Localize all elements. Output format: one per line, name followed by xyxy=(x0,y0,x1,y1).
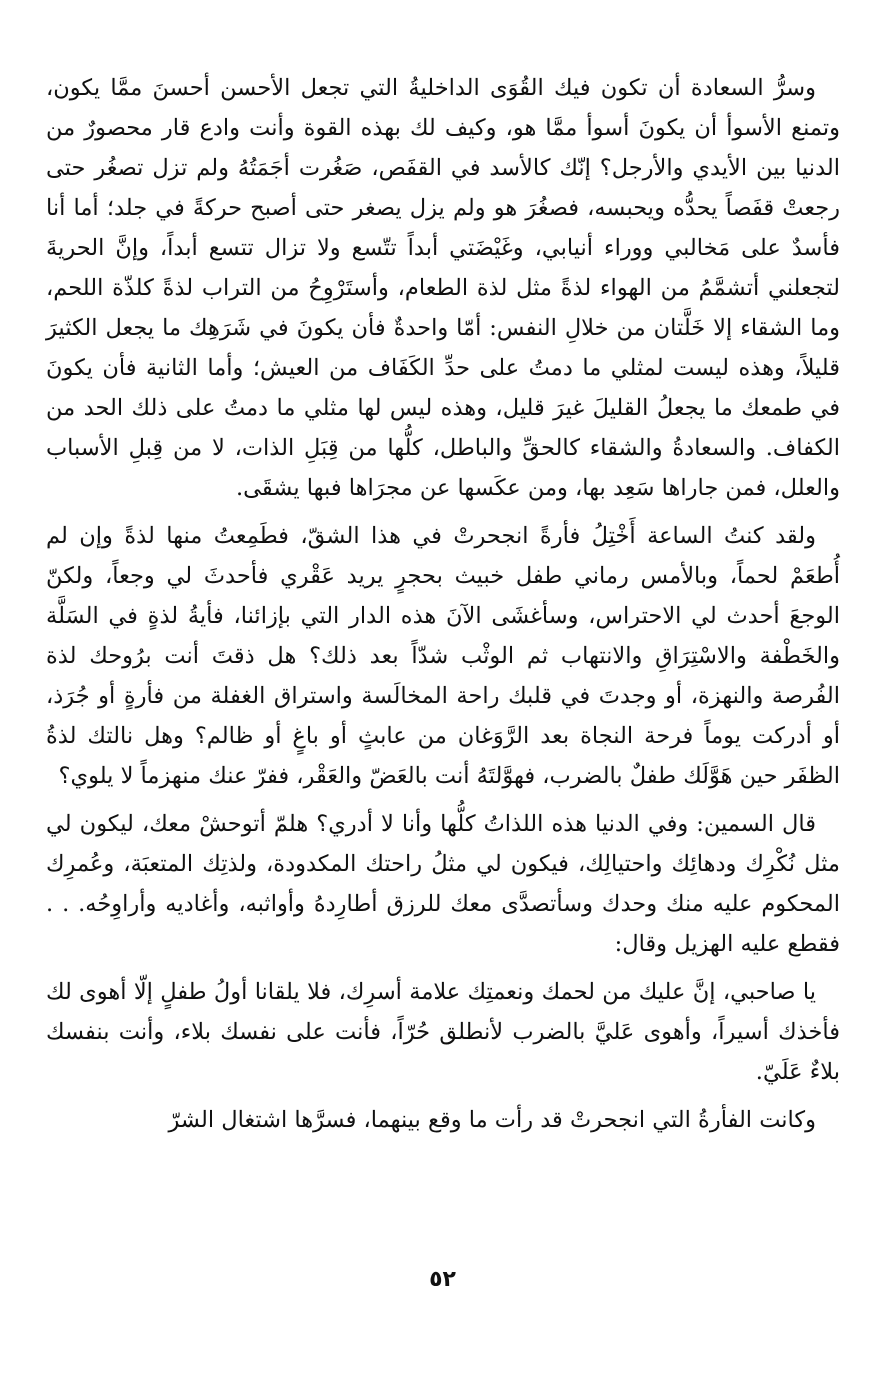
paragraph-3: قال السمين: وفي الدنيا هذه اللذاتُ كلُّها وأنا لا أدري؟ هلمّ أتوحشْ معك، ليكون لي مثل نُكْرِك ودهائِك واحتيالِك، فيكون لي مثلُ راحتك المكدودة، ولذتِك المتعبَة، وعُمرِك المحكوم عليه منك وحدك وسأتصدَّى معك للرزق أطارِدهُ وأواثبه، وأغاديه وأراوِحُه. . . فقطع عليه الهزيل وقال: xyxy=(46,811,840,957)
paragraph-1: وسرُّ السعادة أن تكون فيك القُوَى الداخليةُ التي تجعل الأحسن أحسنَ ممَّا يكون، وتمنع الأسوأ أن يكونَ أسوأ ممَّا هو، وكيف لك بهذه القوة وأنت وادع قار محصورٌ من الدنيا بين الأيدي والأرجل؟ إنّك كالأسد في القفَص، صَغُرت أجَمَتُهُ ولم تزل تصغُر حتى رجعتْ قفَصاً يحدُّه ويحبسه، فصغُرَ هو ولم يزل يصغر حتى أصبح حركةً في جلد؛ أما أنا فأسدٌ على مَخالبي ووراء أنيابي، وغَيْضَتي أبداً تتّسع ولا تزال تتسع أبداً، وإنَّ الحريةَ لتجعلني أتشمَّمُ من الهواء لذةً مثل لذة الطعام، وأستَرْوِحُ من التراب لذةً كلذّة اللحم، وما الشقاء إلا خَلَّتان من خلالِ النفس: أمّا واحدةٌ فأن يكونَ في شَرَهِك ما يجعل الكثيرَ قليلاً، وهذه ليست لمثلي ما دمتُ على حدِّ الكَفَاف من العيش؛ وأما الثانية فأن يكونَ في طمعك ما يجعلُ القليلَ غيرَ قليل، وهذه ليس لها مثلي ما دمتُ على ذلك الحد من الكفاف. والسعادةُ والشقاء كالحقِّ والباطل، كلُّها من قِبَلِ الذات، لا من قِبلِ الأسباب والعلل، فمن جاراها سَعِد بها، ومن عكَسها عن مجرَاها فبها يشقَى. xyxy=(46,75,840,501)
page-number: ٥٢ xyxy=(429,1267,456,1292)
body-text xyxy=(46,68,840,1148)
paragraph-2: ولقد كنتُ الساعة أَخْتِلُ فأرةً انجحرتْ في هذا الشقّ، فطَمِعتُ منها لذةً وإن لم أُطعَمْ لحماً، وبالأمس رماني طفل خبيث بحجرٍ يريد عَقْري فأحدثَ لي وجعاً، ولكنّ الوجعَ أحدث لي الاحتراس، وسأغشَى الآنَ هذه الدار التي بإزائنا، فأيةُ لذةٍ في السَلَّة والخَطْفة والاسْتِرَاقِ والانتهاب ثم الوثْب شدّاً بعد ذلك؟ هل ذقتَ أنت برُوحك لذة الفُرصة والنهزة، أو وجدتَ في قلبك راحة المخالَسة واستراق الغفلة من فأرةٍ أو جُرَذ، أو أدركت يوماً فرحة النجاة بعد الرَّوَغان من عابثٍ أو باغٍ أو ظالم؟ وهل نالتك لذةُ الظفَر حين هَوَّلَك طفلٌ بالضرب، فهوَّلتَهُ أنت بالعَضّ والعَقْر، ففرّ عنك منهزماً لا يلوي؟ xyxy=(46,523,841,789)
paragraph-5: وكانت الفأرةُ التي انجحرتْ قد رأت ما وقع بينهما، فسرَّها اشتغال الشرّ xyxy=(168,1107,816,1133)
paragraph-4: يا صاحبي، إنَّ عليك من لحمك ونعمتِك علامة أسرِك، فلا يلقانا أولُ طفلٍ إلّا أهوى لك فأخذك أسيراً، وأهوى عَليَّ بالضرب لأنطلق حُرّاً، فأنت على نفسك بلاء، وأنت بنفسك بلاءٌ عَلَيّ. xyxy=(46,979,840,1085)
